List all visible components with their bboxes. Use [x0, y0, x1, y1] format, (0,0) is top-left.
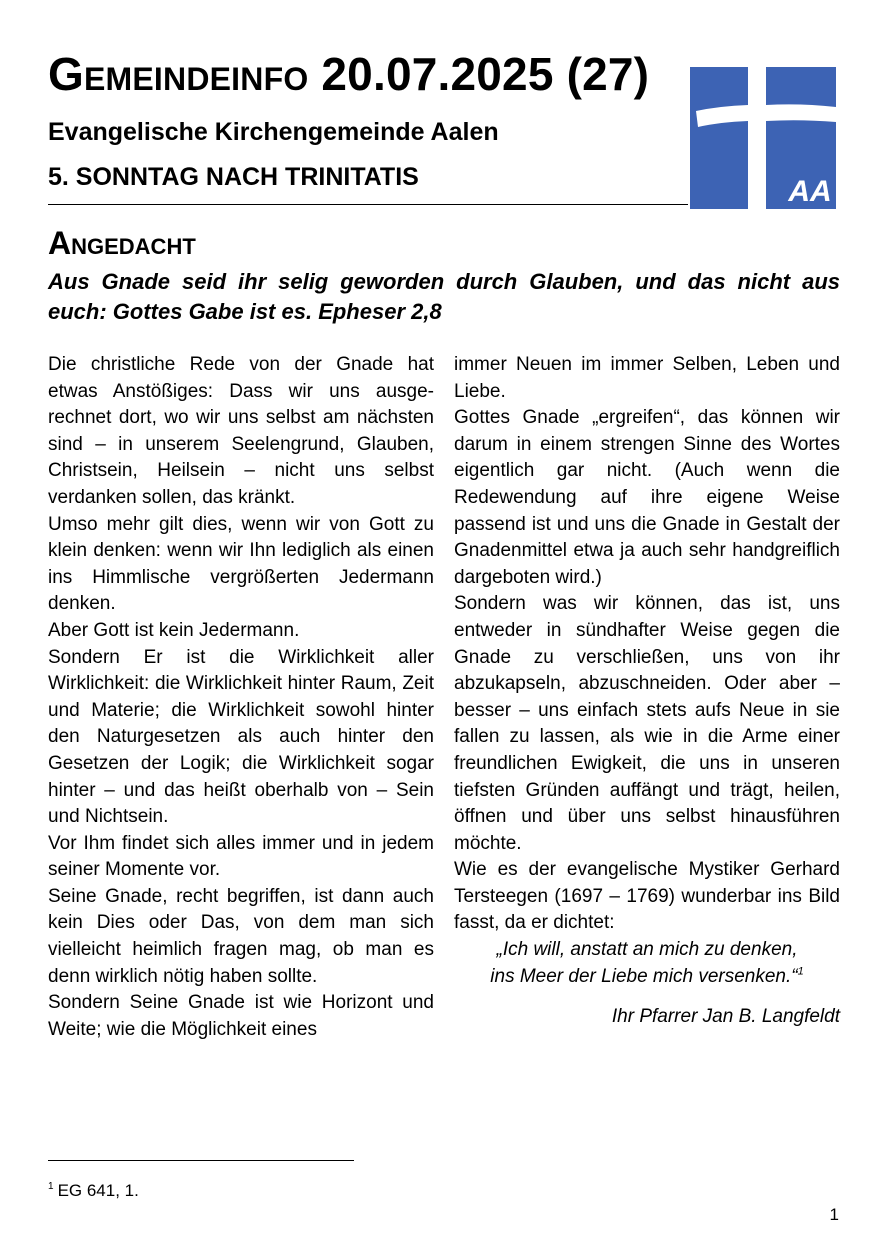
paragraph: Vor Ihm findet sich alles immer und in jedem seiner Momente vor.	[48, 832, 434, 881]
paragraph: Die christliche Rede von der Gnade hat etwas Anstößiges: Dass wir uns ausgerechnet dort, wo wir uns selbst am nächsten sind – in unserem Seelengrund, Glauben, Christsein, Heilsein – nicht uns selbst verdanken sollen, das kränkt.	[48, 354, 434, 508]
page-number: 1	[829, 1205, 839, 1224]
parish-cross-logo	[690, 67, 836, 209]
footnote	[48, 1179, 139, 1203]
paragraph: immer Neuen im immer Selben, Leben und Liebe.	[454, 354, 840, 402]
footnote-divider	[48, 1160, 354, 1161]
quote-line: ins Meer der Liebe mich versenken.“$^1$	[490, 965, 804, 987]
paragraph: Sondern Seine Gnade ist wie Horizont und Weite; wie die Möglichkeit eines	[48, 992, 434, 1040]
page-title: Gemeindeinfo 20.07.2025 (27)	[48, 48, 650, 100]
liturgical-sunday: 5. SONNTAG NACH TRINITATIS	[48, 163, 419, 191]
logo-letters: AA	[788, 175, 832, 208]
paragraph: Sondern was wir können, das ist, uns entweder in sündhafter Weise gegen die Gnade zu verschließen, uns von ihr abzukapseln, abzuschneiden. Oder aber – besser – uns einfach stets aufs Neue in sie fallen zu lassen, als wie in die Arme einer freundlichen Ewigkeit, die uns in unseren tiefsten Gründen auffängt und trägt, heilen, öffnen und über uns selbst hinausführen möchte.	[454, 593, 840, 854]
bible-verse-motto: Aus Gnade seid ihr selig geworden durch Glauben, und das nicht aus euch: Gottes Gabe ist es. Epheser 2,8	[48, 269, 840, 324]
footnote-text: EG 641, 1.	[57, 1181, 139, 1200]
left-column	[48, 352, 434, 1043]
paragraph: Aber Gott ist kein Jedermann.	[48, 619, 300, 641]
paragraph: Wie es der evangelische Mystiker Gerhard Tersteegen (1697 – 1769) wunderbar ins Bild fasst, da er dichtet:	[454, 859, 840, 934]
signature: Ihr Pfarrer Jan B. Langfeldt	[611, 1006, 840, 1028]
header-divider	[48, 204, 688, 205]
quote-line: „Ich will, anstatt an mich zu denken,	[496, 939, 798, 961]
paragraph: Sondern Er ist die Wirklichkeit aller Wirklichkeit: die Wirklichkeit hinter Raum, Zeit und Materie; die Wirklichkeit sowohl hinter den Naturgesetzen als auch hinter den Gesetzen der Logik; die Wirklichkeit sogar hinter – und das heißt oberhalb von – Sein und Nichtsein.	[48, 646, 434, 828]
paragraph: Umso mehr gilt dies, wenn wir von Gott zu klein denken: wenn wir Ihn lediglich als einen ins Himmlische vergrößerten Jedermann denken.	[48, 513, 434, 615]
footnote-marker: 1	[48, 1181, 54, 1193]
footnote-reference: 1	[797, 965, 804, 978]
parish-name: Evangelische Kirchengemeinde Aalen	[48, 118, 499, 146]
hymn-quote	[454, 937, 840, 990]
paragraph: Seine Gnade, recht begriffen, ist dann auch kein Dies oder Das, von dem man sich vielleicht heimlich fragen mag, ob man es denn wirklich nötig haben sollte.	[48, 885, 434, 987]
right-column	[454, 352, 840, 1031]
paragraph: Gottes Gnade „ergreifen“, das können wir darum in einem strengen Sinne des Wortes eigentlich gar nicht. (Auch wenn die Redewendung auf ihre eigene Weise passend ist und uns die Gnade in Gestalt der Gnadenmittel etwa ja auch sehr handgreiflich dargeboten wird.)	[454, 407, 840, 588]
section-heading: Angedacht	[48, 225, 196, 261]
